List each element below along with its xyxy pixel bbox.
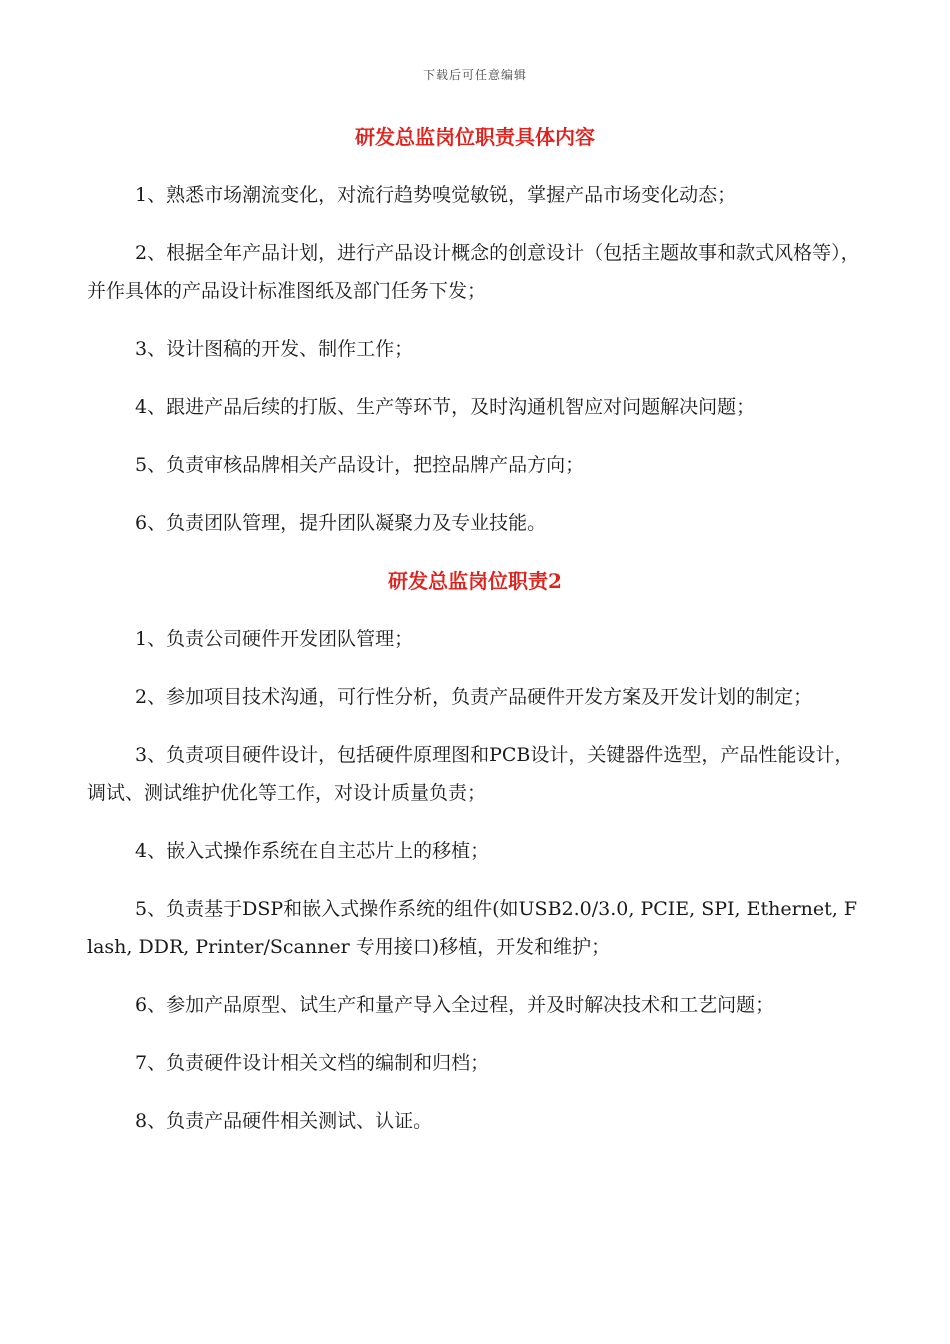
list-item: 3、负责项目硬件设计，包括硬件原理图和PCB设计，关键器件选型，产品性能设计，调试、测试维护优化等工作，对设计质量负责； [87, 744, 854, 804]
list-item: 4、嵌入式操作系统在自主芯片上的移植； [135, 840, 490, 862]
list-item: 4、跟进产品后续的打版、生产等环节，及时沟通机智应对问题解决问题； [135, 396, 756, 418]
section-title: 研发总监岗位职责2 [388, 569, 562, 593]
list-item: 5、负责审核品牌相关产品设计，把控品牌产品方向； [135, 454, 585, 476]
list-item: 8、负责产品硬件相关测试、认证。 [135, 1110, 433, 1132]
list-item: 6、参加产品原型、试生产和量产导入全过程，并及时解决技术和工艺问题； [135, 994, 775, 1016]
list-item: 3、设计图稿的开发、制作工作； [135, 338, 414, 360]
list-item: 7、负责硬件设计相关文档的编制和归档； [135, 1052, 490, 1074]
section-title: 研发总监岗位职责具体内容 [355, 125, 595, 149]
document-content [87, 118, 863, 1140]
list-item: 6、负责团队管理，提升团队凝聚力及专业技能。 [135, 512, 547, 534]
list-item: 2、参加项目技术沟通，可行性分析，负责产品硬件开发方案及开发计划的制定； [135, 686, 813, 708]
list-item: 5、负责基于DSP和嵌入式操作系统的组件(如USB2.0/3.0, PCIE, SPI, Ethernet, Flash, DDR, Printer/Scanner 专用接口)移植，开发和维护； [87, 898, 858, 958]
header-note: 下载后可任意编辑 [422, 68, 527, 82]
list-item: 1、负责公司硬件开发团队管理； [135, 628, 414, 650]
list-item: 1、熟悉市场潮流变化，对流行趋势嗅觉敏锐，掌握产品市场变化动态； [135, 184, 737, 206]
list-item: 2、根据全年产品计划，进行产品设计概念的创意设计（包括主题故事和款式风格等），并作具体的产品设计标准图纸及部门任务下发； [87, 242, 860, 302]
